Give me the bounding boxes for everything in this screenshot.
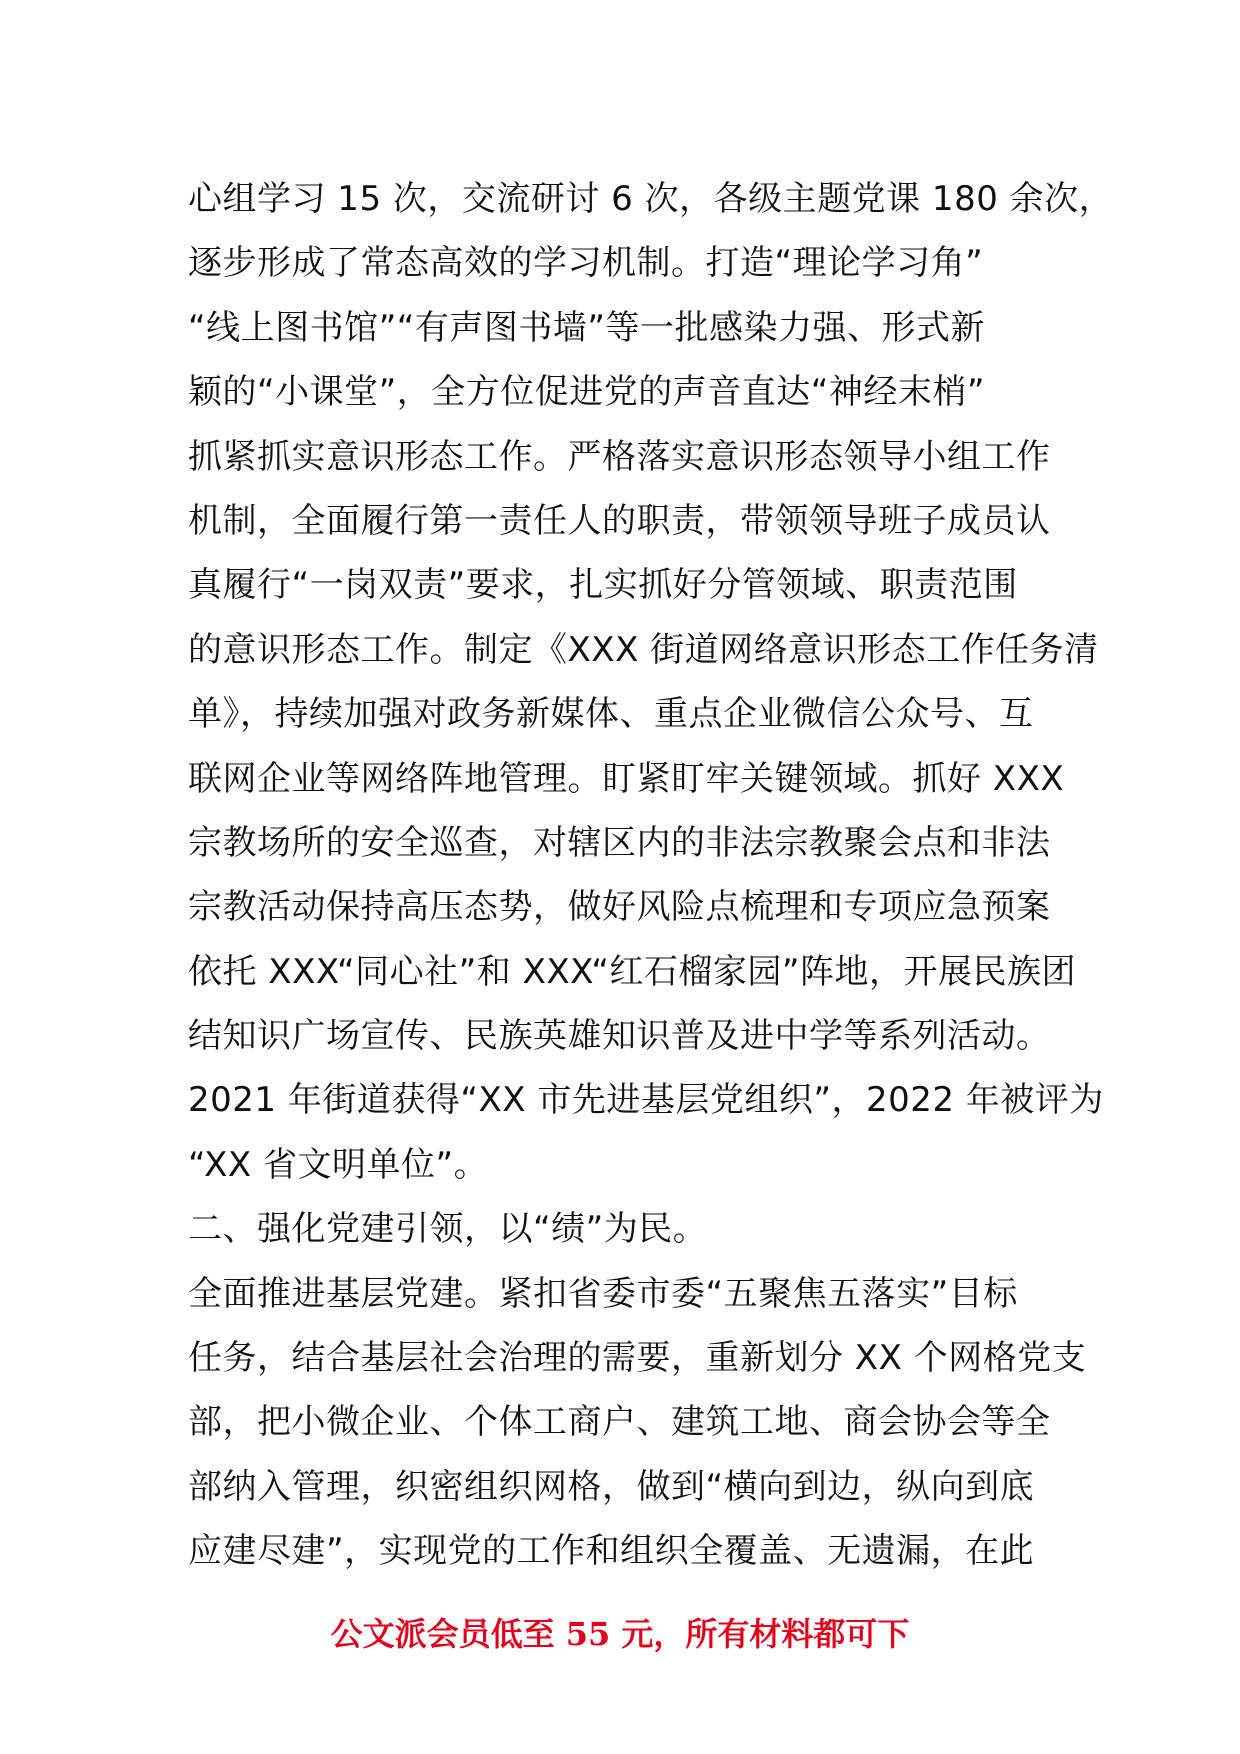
- text-line: 真履行“一岗双责”要求，扎实抓好分管领域、职责范围: [188, 565, 1018, 606]
- text-line: 应建尽建”，实现党的工作和组织全覆盖、无遗漏，在此: [188, 1531, 1035, 1572]
- text-line: 机制，全面履行第一责任人的职责，带领领导班子成员认: [188, 500, 1051, 541]
- text-line: 单》，持续加强对政务新媒体、重点企业微信公众号、互: [188, 694, 1034, 735]
- text-line: “线上图书馆”“有声图书墙”等一批感染力强、形式新: [188, 307, 985, 348]
- text-line: 抓紧抓实意识形态工作。严格落实意识形态领导小组工作: [188, 436, 1051, 477]
- text-line: 联网企业等网络阵地管理。盯紧盯牢关键领域。抓好 XXX: [188, 758, 1065, 799]
- text-line: 全面推进基层党建。紧扣省委市委“五聚焦五落实”目标: [188, 1273, 1018, 1314]
- text-line: 逐步形成了常态高效的学习机制。打造“理论学习角”: [188, 243, 984, 284]
- text-line: 颖的“小课堂”，全方位促进党的声音直达“神经末梢”: [188, 372, 985, 413]
- text-line: “XX 省文明单位”。: [188, 1144, 489, 1185]
- text-line: 宗教活动保持高压态势，做好风险点梳理和专项应急预案: [188, 887, 1051, 928]
- text-line: 宗教场所的安全巡查，对辖区内的非法宗教聚会点和非法: [188, 822, 1051, 863]
- promo-banner: 公文派会员低至 55 元，所有材料都可下: [330, 1615, 910, 1653]
- text-line: 依托 XXX“同心社”和 XXX“红石榴家园”阵地，开展民族团: [188, 951, 1077, 992]
- text-line: 结知识广场宣传、民族英雄知识普及进中学等系列活动。: [188, 1016, 1051, 1057]
- document-body: [188, 167, 1114, 1584]
- text-line: 2021 年街道获得“XX 市先进基层党组织”，2022 年被评为: [188, 1080, 1104, 1121]
- section-heading: 二、强化党建引领，以“绩”为民。: [188, 1209, 708, 1250]
- text-line: 任务，结合基层社会治理的需要，重新划分 XX 个网格党支: [188, 1338, 1087, 1379]
- text-line: 的意识形态工作。制定《XXX 街道网络意识形态工作任务清: [188, 629, 1099, 670]
- text-line: 部，把小微企业、个体工商户、建筑工地、商会协会等全: [188, 1402, 1051, 1443]
- text-line: 心组学习 15 次，交流研讨 6 次，各级主题党课 180 余次，: [188, 179, 1114, 219]
- text-line: 部纳入管理，织密组织网格，做到“横向到边，纵向到底: [188, 1466, 1035, 1507]
